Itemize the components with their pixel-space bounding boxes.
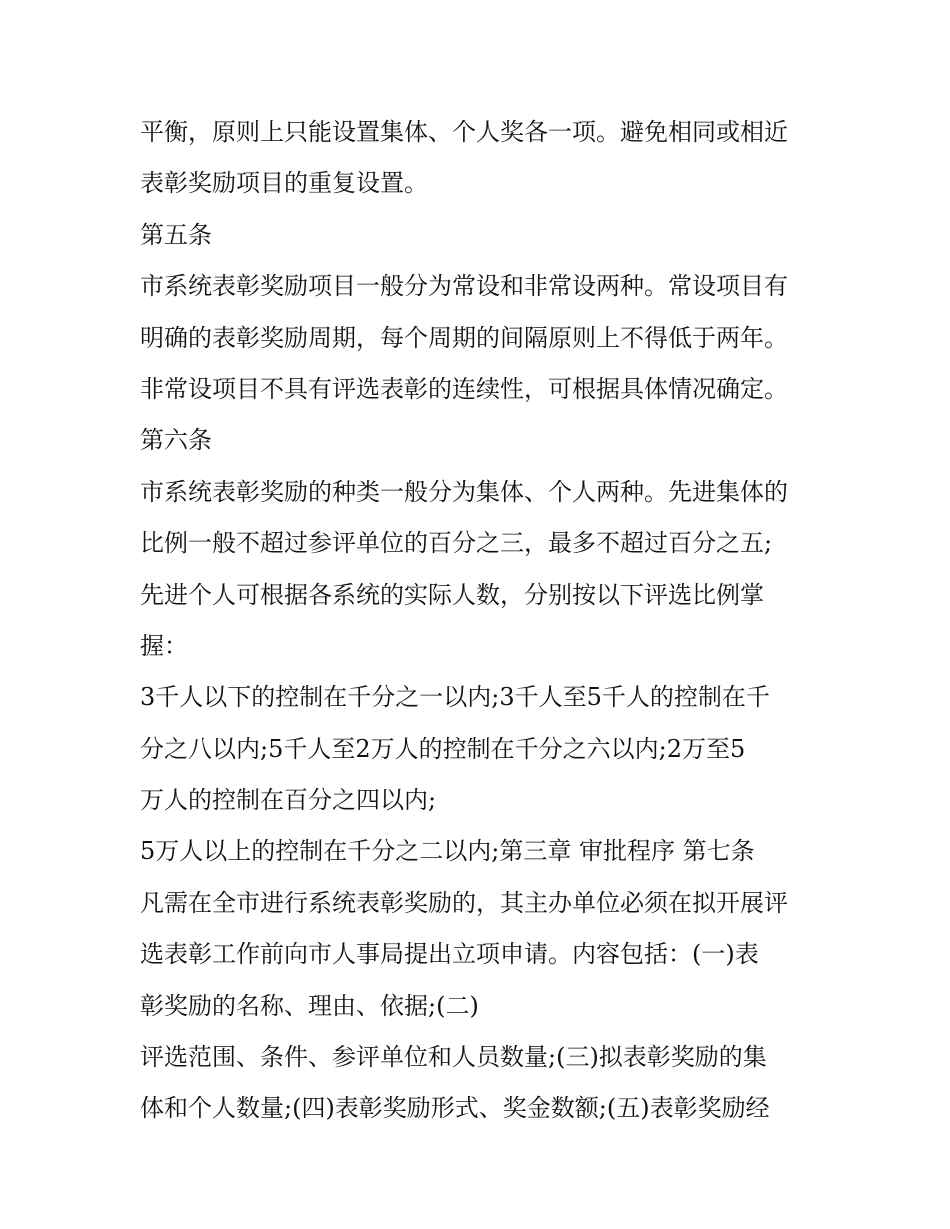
text-line: 评选范围、条件、参评单位和人员数量;(三)拟表彰奖励的集	[140, 1043, 767, 1072]
document-body	[140, 107, 820, 1135]
text-line: 表彰奖励项目的重复设置。	[140, 169, 428, 198]
text-line: 明确的表彰奖励周期，每个周期的间隔原则上不得低于两年。	[140, 323, 788, 352]
text-line: 3千人以下的控制在千分之一以内;3千人至5千人的控制在千	[140, 683, 770, 712]
text-line: 握：	[140, 631, 188, 660]
text-line: 凡需在全市进行系统表彰奖励的，其主办单位必须在拟开展评	[140, 888, 788, 917]
article-heading: 第六条	[140, 426, 212, 455]
text-line: 先进个人可根据各系统的实际人数，分别按以下评选比例掌	[140, 580, 764, 609]
text-line: 万人的控制在百分之四以内;	[140, 786, 437, 815]
text-line: 彰奖励的名称、理由、依据;(二)	[140, 991, 479, 1020]
text-line: 市系统表彰奖励项目一般分为常设和非常设两种。常设项目有	[140, 272, 788, 301]
text-line: 分之八以内;5千人至2万人的控制在千分之六以内;2万至5	[140, 734, 746, 763]
text-line: 非常设项目不具有评选表彰的连续性，可根据具体情况确定。	[140, 374, 788, 403]
text-line: 选表彰工作前向市人事局提出立项申请。内容包括：(一)表	[140, 940, 759, 969]
text-line: 5万人以上的控制在千分之二以内;第三章 审批程序 第七条	[140, 837, 755, 866]
text-line: 平衡，原则上只能设置集体、个人奖各一项。避免相同或相近	[140, 118, 788, 146]
article-heading: 第五条	[140, 220, 212, 249]
text-line: 比例一般不超过参评单位的百分之三，最多不超过百分之五;	[140, 529, 773, 558]
text-line: 市系统表彰奖励的种类一般分为集体、个人两种。先进集体的	[140, 477, 788, 506]
text-line: 体和个人数量;(四)表彰奖励形式、奖金数额;(五)表彰奖励经	[140, 1094, 770, 1123]
